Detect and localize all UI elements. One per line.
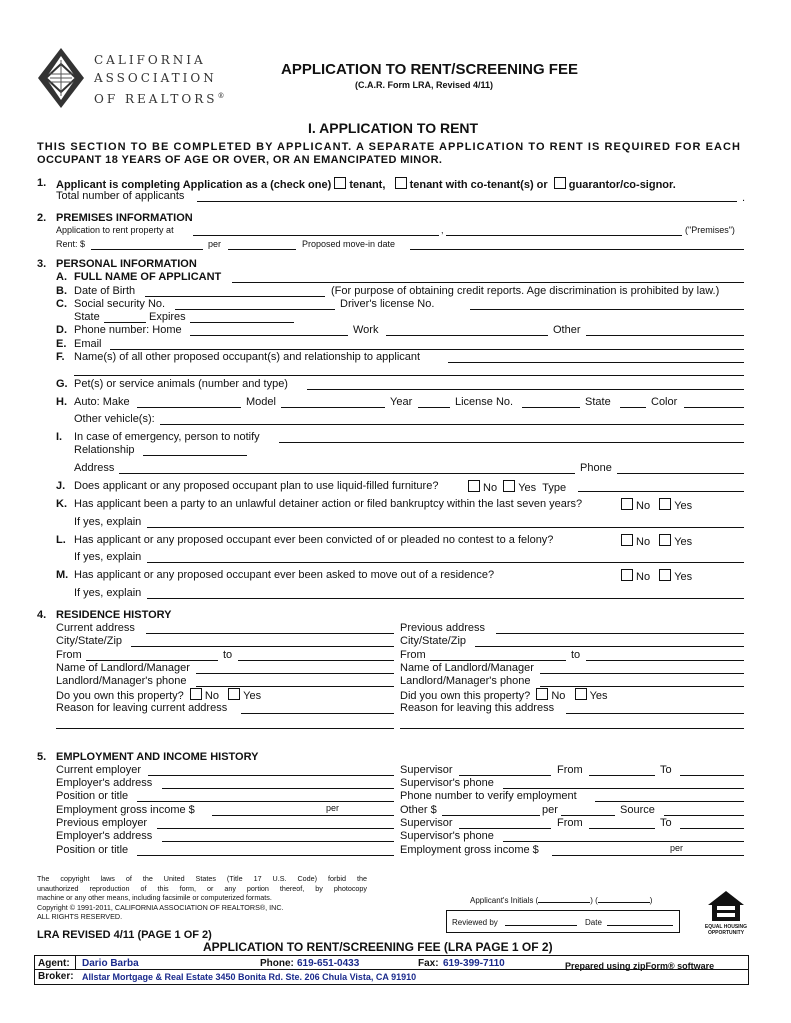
applicant-initials xyxy=(470,894,652,907)
email-field[interactable] xyxy=(110,349,744,350)
full-name-field[interactable] xyxy=(232,282,744,283)
eviction-no-checkbox[interactable] xyxy=(621,498,633,510)
property-address-label: Application to rent property at xyxy=(56,225,174,235)
dl-state-field[interactable] xyxy=(104,322,146,323)
previous-to-label: to xyxy=(571,649,581,661)
eviction-options xyxy=(621,498,692,513)
emergency-contact-field[interactable] xyxy=(279,442,744,443)
eviction-question: Has applicant been a party to an unlawful detainer action or filed bankruptcy within the last seven years? xyxy=(74,498,583,510)
row-g xyxy=(56,378,288,391)
move-out-explain-label: If yes, explain xyxy=(74,587,142,599)
current-city-label: City/State/Zip xyxy=(56,635,123,647)
reviewed-by-field[interactable] xyxy=(505,925,577,926)
reason-current-label: Reason for leaving current address xyxy=(56,702,228,714)
equal-housing-logo xyxy=(702,889,750,939)
prev-gross-income-field[interactable] xyxy=(552,855,744,856)
item4-title: RESIDENCE HISTORY xyxy=(56,609,172,621)
section-intro-line1: THIS SECTION TO BE COMPLETED BY APPLICANT. A SEPARATE APPLICATION TO RENT IS REQUIRED FOR EACH xyxy=(37,141,741,153)
other-per-label: per xyxy=(542,804,558,816)
row-h xyxy=(56,396,130,409)
emergency-address-field[interactable] xyxy=(119,473,575,474)
auto-year-label: Year xyxy=(390,396,413,408)
ssn-field[interactable] xyxy=(175,309,335,310)
felony-no-label: No xyxy=(636,536,651,548)
previous-address-field[interactable] xyxy=(496,633,744,634)
broker-label: Broker: xyxy=(38,971,74,982)
eviction-yes-checkbox[interactable] xyxy=(659,498,671,510)
previous-employer-field[interactable] xyxy=(157,828,394,829)
logo-registered-mark: ® xyxy=(217,92,225,100)
dl-expires-label: Expires xyxy=(149,311,186,323)
work-phone-label: Work xyxy=(353,324,379,336)
gross-income-per-label: per xyxy=(326,803,340,813)
page-footer-title: APPLICATION TO RENT/SCREENING FEE (LRA PAGE 1 OF 2) xyxy=(203,940,553,954)
auto-color-field[interactable] xyxy=(684,407,744,408)
felony-explain-label: If yes, explain xyxy=(74,551,142,563)
emp-to-label: To xyxy=(660,764,672,776)
label-j: J. xyxy=(56,480,66,492)
employer-address-field[interactable] xyxy=(162,788,394,789)
copyright-line3: machine or any other means, including facsimile or computerized formats. xyxy=(37,893,272,902)
prev-supervisor-phone-field[interactable] xyxy=(503,841,744,842)
label-d: D. xyxy=(56,324,67,336)
home-phone-label: Phone number: Home xyxy=(74,324,182,336)
move-out-yes-label: Yes xyxy=(674,571,693,583)
phone-label: Phone: xyxy=(260,958,294,969)
current-address-label: Current address xyxy=(56,622,135,634)
liquid-type-field[interactable] xyxy=(578,491,744,492)
liquid-yes-label: Yes xyxy=(518,482,537,494)
previous-landlord-label: Name of Landlord/Manager xyxy=(400,662,534,674)
current-city-field[interactable] xyxy=(131,646,394,647)
co-tenant-label: tenant with co-tenant(s) or xyxy=(409,179,548,191)
label-b: B. xyxy=(56,285,67,297)
current-own-yes-checkbox[interactable] xyxy=(228,688,240,700)
applicants-count-period: . xyxy=(742,192,746,204)
row-d xyxy=(56,324,182,337)
previous-from-field[interactable] xyxy=(430,660,566,661)
move-out-explain-field[interactable] xyxy=(147,598,744,599)
car-logo xyxy=(36,46,236,110)
prev-position-field[interactable] xyxy=(137,855,394,856)
emp-from-field[interactable] xyxy=(589,775,655,776)
auto-model-field[interactable] xyxy=(281,407,385,408)
move-out-options xyxy=(621,569,692,584)
full-name-label: FULL NAME OF APPLICANT xyxy=(74,271,222,283)
equal-housing-text1: EQUAL HOUSING xyxy=(704,924,748,930)
previous-employer-label: Previous employer xyxy=(56,817,148,829)
pets-field[interactable] xyxy=(307,389,744,390)
emp-to-field[interactable] xyxy=(680,775,744,776)
current-own-row xyxy=(56,688,261,703)
current-to-field[interactable] xyxy=(238,660,394,661)
auto-make-label: Auto: Make xyxy=(74,396,130,408)
current-address-field[interactable] xyxy=(146,633,394,634)
previous-own-label: Did you own this property? xyxy=(400,690,531,702)
item1-number: 1. xyxy=(37,177,47,189)
logo-line2: ASSOCIATION xyxy=(94,71,217,85)
dob-field[interactable] xyxy=(145,296,325,297)
label-l: L. xyxy=(56,534,66,546)
home-phone-field[interactable] xyxy=(190,335,348,336)
applicants-count-field[interactable] xyxy=(197,201,737,202)
gross-income-field[interactable] xyxy=(212,815,394,816)
rent-amount-field[interactable] xyxy=(91,249,203,250)
current-own-no-checkbox[interactable] xyxy=(190,688,202,700)
supervisor-phone-label: Supervisor's phone xyxy=(400,777,494,789)
work-phone-field[interactable] xyxy=(386,335,548,336)
emergency-phone-label: Phone xyxy=(580,462,612,474)
agent-phone: 619-651-0433 xyxy=(297,958,360,969)
gross-income-label: Employment gross income $ xyxy=(56,804,195,816)
current-to-label: to xyxy=(223,649,233,661)
move-in-label: Proposed move-in date xyxy=(302,239,396,249)
reason-current-field[interactable] xyxy=(241,713,394,714)
label-h: H. xyxy=(56,396,67,408)
label-k: K. xyxy=(56,498,67,510)
reason-previous-field[interactable] xyxy=(566,713,744,714)
felony-yes-label: Yes xyxy=(674,536,693,548)
agent-name: Dario Barba xyxy=(82,958,139,969)
previous-own-row xyxy=(400,688,608,703)
auto-state-label: State xyxy=(585,396,611,408)
move-out-no-label: No xyxy=(636,571,651,583)
copyright-notice xyxy=(37,874,367,922)
copyright-line1: The copyright laws of the United States (Title 17 U.S. Code) forbid the xyxy=(37,874,367,883)
drivers-license-label: Driver's license No. xyxy=(340,298,435,310)
rent-period-field[interactable] xyxy=(228,249,296,250)
premises-label: ("Premises") xyxy=(685,225,735,235)
emergency-contact-label: In case of emergency, person to notify xyxy=(74,431,260,443)
section-title: I. APPLICATION TO RENT xyxy=(308,120,479,136)
agent-info-bar xyxy=(34,955,749,985)
previous-landlord-phone-label: Landlord/Manager's phone xyxy=(400,675,531,687)
other-income-label: Other $ xyxy=(400,804,437,816)
property-city-field[interactable] xyxy=(446,235,682,236)
felony-explain-field[interactable] xyxy=(147,562,744,563)
tenant-label: tenant, xyxy=(349,179,386,191)
other-income-field[interactable] xyxy=(442,815,540,816)
drivers-license-field[interactable] xyxy=(470,309,744,310)
eviction-no-label: No xyxy=(636,500,651,512)
previous-landlord-phone-field[interactable] xyxy=(540,686,744,687)
reason-current-field-2[interactable] xyxy=(56,728,394,729)
row-a xyxy=(56,271,221,284)
initials-end: ) xyxy=(649,896,653,905)
prev-employer-address-label: Employer's address xyxy=(56,830,153,842)
emp-from-label: From xyxy=(557,764,583,776)
auto-state-field[interactable] xyxy=(620,407,646,408)
label-c: C. xyxy=(56,298,67,310)
copyright-line5: ALL RIGHTS RESERVED. xyxy=(37,912,123,921)
liquid-type-label: Type xyxy=(542,482,567,494)
equal-housing-icon xyxy=(706,889,746,923)
liquid-no-label: No xyxy=(483,482,498,494)
supervisor-label: Supervisor xyxy=(400,764,453,776)
label-g: G. xyxy=(56,378,68,390)
ssn-label: Social security No. xyxy=(74,298,166,310)
row-l xyxy=(56,534,553,547)
email-label: Email xyxy=(74,338,102,350)
previous-own-yes-label: Yes xyxy=(589,690,608,702)
current-from-label: From xyxy=(56,649,82,661)
previous-city-field[interactable] xyxy=(475,646,744,647)
label-m: M. xyxy=(56,569,69,581)
eviction-explain-label: If yes, explain xyxy=(74,516,142,528)
prev-supervisor-field[interactable] xyxy=(459,828,551,829)
item2-title: PREMISES INFORMATION xyxy=(56,212,193,224)
prev-supervisor-label: Supervisor xyxy=(400,817,453,829)
current-landlord-label: Name of Landlord/Manager xyxy=(56,662,190,674)
employer-address-label: Employer's address xyxy=(56,777,153,789)
current-from-field[interactable] xyxy=(86,660,218,661)
eviction-explain-field[interactable] xyxy=(147,527,744,528)
felony-options xyxy=(621,534,692,549)
equal-housing-text2: OPPORTUNITY xyxy=(707,930,745,936)
form-subtitle: (C.A.R. Form LRA, Revised 4/11) xyxy=(355,80,494,90)
move-out-question: Has applicant or any proposed occupant ever been asked to move out of a residence? xyxy=(74,569,495,581)
item4-number: 4. xyxy=(37,609,47,621)
liquid-yes-checkbox[interactable] xyxy=(503,480,515,492)
item1-question: Applicant is completing Application as a (check one) xyxy=(56,179,332,191)
applicants-count-label: Total number of applicants xyxy=(56,190,185,202)
emergency-phone-field[interactable] xyxy=(617,473,744,474)
row-m xyxy=(56,569,494,582)
initials-mid: ) ( xyxy=(590,896,598,905)
row-j xyxy=(56,480,438,493)
agent-bar-vline xyxy=(75,956,76,969)
felony-no-checkbox[interactable] xyxy=(621,534,633,546)
other-vehicles-label: Other vehicle(s): xyxy=(74,413,155,425)
item5-number: 5. xyxy=(37,751,47,763)
agent-label: Agent: xyxy=(38,958,70,969)
item3-title: PERSONAL INFORMATION xyxy=(56,258,197,270)
position-label: Position or title xyxy=(56,790,129,802)
guarantor-checkbox[interactable] xyxy=(554,177,566,189)
rent-label: Rent: $ xyxy=(56,239,86,249)
move-out-no-checkbox[interactable] xyxy=(621,569,633,581)
prev-from-label: From xyxy=(557,817,583,829)
previous-address-label: Previous address xyxy=(400,622,485,634)
auto-model-label: Model xyxy=(246,396,276,408)
row-b xyxy=(56,285,135,298)
prev-to-field[interactable] xyxy=(680,828,744,829)
move-in-field[interactable] xyxy=(410,249,744,250)
form-title: APPLICATION TO RENT/SCREENING FEE xyxy=(281,61,578,78)
prev-employer-address-field[interactable] xyxy=(162,841,394,842)
initials-field-1[interactable] xyxy=(538,902,590,903)
property-address-field[interactable] xyxy=(193,235,439,236)
current-employer-label: Current employer xyxy=(56,764,141,776)
verify-phone-label: Phone number to verify employment xyxy=(400,790,577,802)
row-k xyxy=(56,498,582,511)
review-date-field[interactable] xyxy=(607,925,673,926)
label-f: F. xyxy=(56,351,65,363)
current-landlord-phone-field[interactable] xyxy=(196,686,394,687)
felony-question: Has applicant or any proposed occupant ever been convicted of or pleaded no contest to a felony? xyxy=(74,534,554,546)
label-e: E. xyxy=(56,338,67,350)
copyright-line2: unauthorized reproduction of this form, or any portion thereof, by photocopy xyxy=(37,883,367,893)
liquid-furniture-question: Does applicant or any proposed occupant plan to use liquid-filled furniture? xyxy=(74,480,439,492)
previous-city-label: City/State/Zip xyxy=(400,635,467,647)
row-c xyxy=(56,298,165,311)
dob-label: Date of Birth xyxy=(74,285,136,297)
label-i: I. xyxy=(56,431,63,443)
current-own-label: Do you own this property? xyxy=(56,690,184,702)
guarantor-label: guarantor/co-signor. xyxy=(568,179,676,191)
previous-to-field[interactable] xyxy=(586,660,744,661)
previous-landlord-field[interactable] xyxy=(540,673,744,674)
prev-to-label: To xyxy=(660,817,672,829)
move-out-yes-checkbox[interactable] xyxy=(659,569,671,581)
previous-own-yes-checkbox[interactable] xyxy=(575,688,587,700)
auto-color-label: Color xyxy=(651,396,678,408)
auto-license-field[interactable] xyxy=(522,407,580,408)
agent-fax: 619-399-7110 xyxy=(443,958,505,969)
prev-from-field[interactable] xyxy=(589,828,655,829)
section-intro-line2: OCCUPANT 18 YEARS OF AGE OR OVER, OR AN EMANCIPATED MINOR. xyxy=(37,154,443,166)
dl-expires-field[interactable] xyxy=(190,322,294,323)
fax-label: Fax: xyxy=(418,958,439,969)
tenant-checkbox[interactable] xyxy=(334,177,346,189)
previous-from-label: From xyxy=(400,649,426,661)
other-phone-field[interactable] xyxy=(586,335,744,336)
property-comma: , xyxy=(441,225,444,235)
copyright-line4: Copyright © 1991-2011, CALIFORNIA ASSOCIATION OF REALTORS®, INC. xyxy=(37,902,284,912)
reviewed-by-label: Reviewed by xyxy=(452,918,498,927)
current-own-yes-label: Yes xyxy=(243,690,262,702)
current-landlord-field[interactable] xyxy=(196,673,394,674)
label-a: A. xyxy=(56,271,67,283)
eviction-yes-label: Yes xyxy=(674,500,693,512)
auto-year-field[interactable] xyxy=(418,407,450,408)
emergency-address-label: Address xyxy=(74,462,115,474)
broker-info: Allstar Mortgage & Real Estate 3450 Bonita Rd. Ste. 206 Chula Vista, CA 91910 xyxy=(82,972,417,982)
revision-note: LRA REVISED 4/11 (PAGE 1 OF 2) xyxy=(37,929,212,941)
auto-make-field[interactable] xyxy=(137,407,241,408)
reason-previous-label: Reason for leaving this address xyxy=(400,702,555,714)
other-period-field[interactable] xyxy=(561,815,615,816)
row-i xyxy=(56,431,260,444)
prev-supervisor-phone-label: Supervisor's phone xyxy=(400,830,494,842)
current-own-no-label: No xyxy=(204,690,219,702)
prev-gross-income-label: Employment gross income $ xyxy=(400,844,539,856)
current-employer-field[interactable] xyxy=(148,775,394,776)
occupants-label: Name(s) of all other proposed occupant(s) and relationship to applicant xyxy=(74,351,421,363)
auto-license-label: License No. xyxy=(455,396,514,408)
initials-label: Applicant's Initials ( xyxy=(470,896,539,905)
rent-per-label: per xyxy=(208,239,222,249)
relationship-label: Relationship xyxy=(74,444,135,456)
current-landlord-phone-label: Landlord/Manager's phone xyxy=(56,675,187,687)
item3-number: 3. xyxy=(37,258,47,270)
row-f xyxy=(56,351,420,364)
car-logo-mark-icon xyxy=(36,46,86,110)
logo-line3-text: OF REALTORS xyxy=(94,92,218,106)
review-box xyxy=(446,910,680,933)
income-source-label: Source xyxy=(620,804,655,816)
item5-title: EMPLOYMENT AND INCOME HISTORY xyxy=(56,751,259,763)
liquid-no-checkbox[interactable] xyxy=(468,480,480,492)
pets-label: Pet(s) or service animals (number and type) xyxy=(74,378,288,390)
dl-state-label: State xyxy=(74,311,100,323)
income-source-field[interactable] xyxy=(664,815,744,816)
previous-own-no-checkbox[interactable] xyxy=(536,688,548,700)
liquid-furniture-options xyxy=(468,480,566,495)
dob-note: (For purpose of obtaining credit reports. Age discrimination is prohibited by law.) xyxy=(331,285,720,297)
logo-line1: CALIFORNIA xyxy=(94,53,206,67)
row-e xyxy=(56,338,102,351)
other-vehicles-field[interactable] xyxy=(160,424,744,425)
occupants-field-2[interactable] xyxy=(74,375,744,376)
initials-field-2[interactable] xyxy=(598,902,650,903)
occupants-field[interactable] xyxy=(448,362,744,363)
supervisor-phone-field[interactable] xyxy=(503,788,744,789)
prev-position-label: Position or title xyxy=(56,844,129,856)
relationship-field[interactable] xyxy=(143,455,247,456)
verify-phone-field[interactable] xyxy=(595,801,744,802)
position-field[interactable] xyxy=(137,801,394,802)
logo-line3 xyxy=(94,90,225,106)
prepared-using: Prepared using zipForm® software xyxy=(565,961,715,971)
reason-previous-field-2[interactable] xyxy=(400,728,744,729)
review-date-label: Date xyxy=(585,918,602,927)
felony-yes-checkbox[interactable] xyxy=(659,534,671,546)
item2-number: 2. xyxy=(37,212,47,224)
co-tenant-checkbox[interactable] xyxy=(395,177,407,189)
supervisor-field[interactable] xyxy=(459,775,551,776)
other-phone-label: Other xyxy=(553,324,581,336)
previous-own-no-label: No xyxy=(551,690,566,702)
prev-gross-per-label: per xyxy=(670,843,684,853)
